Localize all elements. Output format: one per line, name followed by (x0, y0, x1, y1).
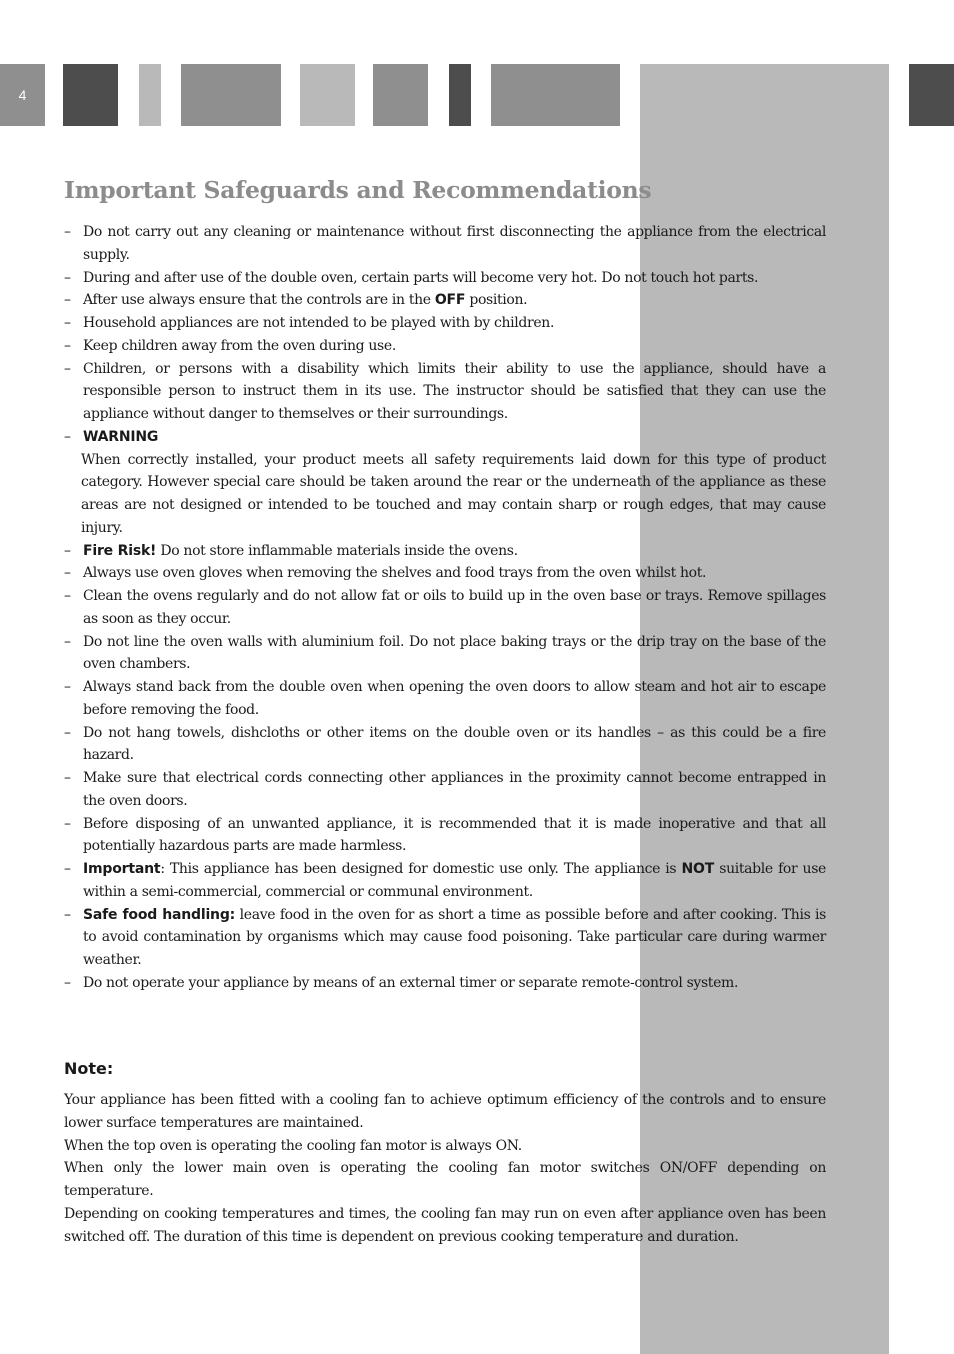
warning-label: WARNING (83, 428, 159, 445)
list-item: – Fire Risk! Do not store inflammable materials inside the ovens. (64, 542, 518, 559)
note-heading: Note: (64, 1059, 114, 1078)
note-paragraph: When the top oven is operating the cooling fan motor is always ON. (64, 1137, 522, 1154)
list-item: – Keep children away from the oven during use. (64, 337, 396, 354)
list-item: – Do not hang towels, dishcloths or other items on the double oven or its handles – as this could be a fire hazard. (64, 724, 826, 764)
list-item: – Always stand back from the double oven when opening the oven doors to allow steam and hot air to escape before removing the food. (64, 679, 826, 718)
list-item: – Clean the ovens regularly and do not allow fat or oils to build up in the oven base or trays. Remove spillages as soon as they occur. (64, 588, 826, 627)
safeguards-list (64, 221, 826, 995)
header-block (300, 64, 355, 126)
note-paragraph: Your appliance has been fitted with a cooling fan to achieve optimum efficiency of the controls and to ensure lower surface temperatures are maintained. (64, 1092, 826, 1131)
list-item: – During and after use of the double oven, certain parts will become very hot. Do not touch hot parts. (64, 269, 759, 286)
header-block (373, 64, 428, 126)
list-item: – Always use oven gloves when removing the shelves and food trays from the oven whilst hot. (64, 565, 707, 582)
header-block (139, 64, 161, 126)
header-block (63, 64, 118, 126)
note-paragraph: When only the lower main oven is operating the cooling fan motor switches ON/OFF depending on temperature. (64, 1160, 826, 1199)
list-item: – Make sure that electrical cords connecting other appliances in the proximity cannot become entrapped in the oven doors. (64, 770, 826, 809)
list-item: – Do not line the oven walls with aluminium foil. Do not place baking trays or the drip tray on the base of the oven chambers. (64, 633, 826, 673)
header-block (449, 64, 471, 126)
header-block (909, 64, 954, 126)
list-item-warning: – WARNING When correctly installed, your product meets all safety requirements laid down for this type of product category. However special care should be taken around the rear or the underneath of the appliance as these areas are not designed or intended to be touched and may contain sharp or rough edges, that may cause injury. (64, 426, 826, 540)
warning-text: When correctly installed, your product meets all safety requirements laid down for this type of product category. However special care should be taken around the rear or the underneath of the appliance as these areas are not designed or intended to be touched and may contain sharp or rough edges, that may cause injury. (81, 451, 826, 536)
list-item: – Important: This appliance has been designed for domestic use only. The appliance is NOT suitable for use within a semi-commercial, commercial or communal environment. (64, 861, 826, 900)
page-number: 4 (0, 64, 45, 126)
note-body (64, 1089, 826, 1248)
note-paragraph: Depending on cooking temperatures and times, the cooling fan may run on even after appliance oven has been switched off. The duration of this time is dependent on previous cooking temperature and duration. (64, 1205, 826, 1245)
list-item: – Before disposing of an unwanted appliance, it is recommended that it is made inoperative and that all potentially hazardous parts are made harmless. (64, 815, 826, 855)
list-item: – Children, or persons with a disability which limits their ability to use the appliance, should have a responsible person to instruct them in its use. The instructor should be satisfied that they can use the appliance without danger to themselves or their surroundings. (64, 360, 826, 422)
list-item: – Household appliances are not intended to be played with by children. (64, 315, 555, 331)
header-block (181, 64, 281, 126)
list-item: – Do not operate your appliance by means of an external timer or separate remote-control system. (64, 974, 739, 991)
list-item: – Safe food handling: leave food in the oven for as short a time as possible before and after cooking. This is to avoid contamination by organisms which may cause food poisoning. Take particular care during warmer weather. (64, 906, 827, 968)
page-title: Important Safeguards and Recommendations (64, 176, 652, 204)
list-item: – Do not carry out any cleaning or maintenance without first disconnecting the appliance from the electrical supply. (64, 224, 826, 263)
header-block (491, 64, 620, 126)
list-item: – After use always ensure that the controls are in the OFF position. (64, 292, 528, 309)
